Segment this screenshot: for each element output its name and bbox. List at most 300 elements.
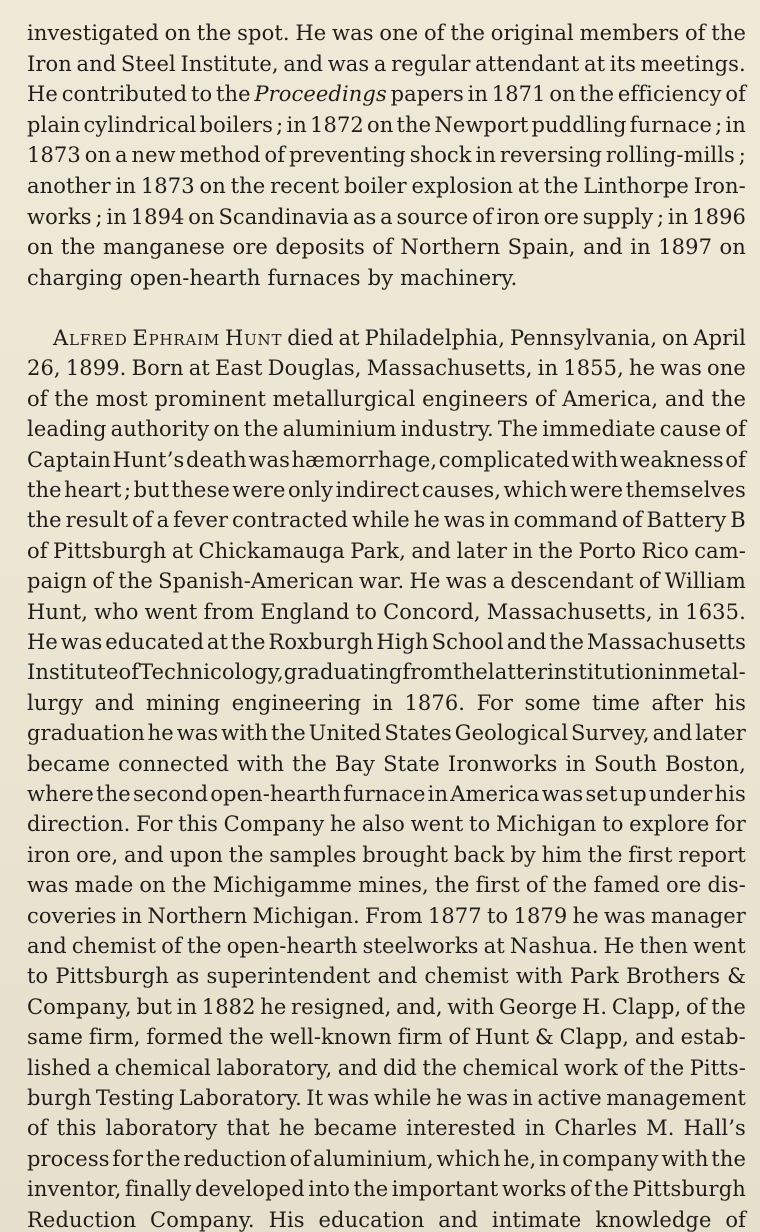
word: Pittsburgh xyxy=(53,538,167,563)
word: the xyxy=(271,721,306,746)
word: he xyxy=(413,508,440,533)
word: the xyxy=(422,1055,458,1080)
word: institution xyxy=(547,660,658,685)
word: William xyxy=(664,569,746,594)
word: which xyxy=(436,1146,501,1171)
word: State xyxy=(383,751,440,776)
word: were xyxy=(232,478,286,502)
word: Chickamauga xyxy=(198,538,345,563)
word: descendant xyxy=(510,569,634,594)
word: Testing xyxy=(95,1086,175,1110)
word: formed xyxy=(146,1025,224,1050)
word: on xyxy=(188,204,215,229)
word: of xyxy=(638,569,660,594)
word: Pennsylvania, xyxy=(509,326,658,350)
text-line xyxy=(27,170,746,202)
word: a xyxy=(96,1055,110,1080)
word: 1855, xyxy=(563,356,624,381)
word: of xyxy=(621,508,643,533)
word: Rico xyxy=(641,538,689,563)
word: papers xyxy=(390,82,464,107)
word: H. xyxy=(581,994,608,1019)
word: cam- xyxy=(694,538,746,563)
word: latter xyxy=(487,660,548,685)
word: company xyxy=(562,1146,659,1171)
word: in xyxy=(565,751,586,776)
word: died xyxy=(287,326,334,350)
word: on xyxy=(199,174,226,198)
word: lurgy xyxy=(27,690,84,715)
word: in xyxy=(121,903,143,928)
word: at xyxy=(171,538,194,563)
word: graduating xyxy=(283,660,403,685)
word: the xyxy=(145,1146,181,1171)
word: Brothers xyxy=(625,964,721,989)
word: Spanish-American xyxy=(158,569,354,594)
word: explosion xyxy=(411,174,514,198)
word: Ironworks xyxy=(447,751,558,776)
word: method xyxy=(179,143,261,168)
word: famed xyxy=(593,873,660,898)
word: mines, xyxy=(358,873,429,898)
word: He xyxy=(27,630,58,654)
word: he xyxy=(147,721,174,746)
word: Northern xyxy=(400,235,501,260)
word: result xyxy=(65,508,129,533)
word: Battery xyxy=(646,508,727,533)
word: in xyxy=(372,690,393,715)
word: also xyxy=(361,812,405,837)
word: Pitts- xyxy=(689,1055,746,1080)
word: of xyxy=(161,934,182,958)
word: of xyxy=(725,1207,746,1232)
word: went xyxy=(410,812,464,837)
word: a xyxy=(114,143,128,168)
word: the xyxy=(243,417,279,442)
word: the xyxy=(579,82,615,107)
word: Spain, xyxy=(507,235,576,260)
text-line xyxy=(27,413,746,445)
word: educated xyxy=(105,630,205,654)
word: in xyxy=(657,660,679,685)
word: the xyxy=(434,873,470,898)
word: of xyxy=(623,1055,645,1080)
text-line xyxy=(27,383,746,415)
word: Michigan xyxy=(496,812,597,837)
word: Born xyxy=(131,356,184,381)
word: first xyxy=(475,873,520,898)
word: authority xyxy=(110,417,210,442)
word: with xyxy=(515,964,563,989)
word: furnace xyxy=(343,782,426,806)
word: to xyxy=(190,82,213,107)
text-line xyxy=(27,900,746,932)
word: plain xyxy=(27,112,81,137)
word: explore xyxy=(629,812,710,837)
word: Linthorpe xyxy=(583,174,689,198)
word: Institute, xyxy=(180,51,279,76)
word: Douglas, xyxy=(267,356,362,381)
word: Hunt xyxy=(224,326,283,350)
word: Laboratory. xyxy=(178,1086,302,1110)
word: Massachusetts, xyxy=(486,599,653,624)
word: boilers xyxy=(199,112,274,137)
word: immediate xyxy=(542,417,656,442)
text-line xyxy=(27,474,746,506)
text-line xyxy=(27,656,746,688)
word: From xyxy=(365,903,423,928)
word: Bay xyxy=(334,751,376,776)
word: fever xyxy=(173,508,229,533)
word: 26, xyxy=(27,356,61,381)
word: command xyxy=(513,508,619,533)
word: reversing xyxy=(499,143,602,168)
word: the xyxy=(228,842,264,867)
word: 1899. xyxy=(65,356,127,381)
word: the xyxy=(292,751,327,776)
word: of xyxy=(27,1116,48,1141)
word: after xyxy=(651,690,704,715)
word: and xyxy=(583,235,623,260)
word: while xyxy=(351,508,410,533)
word: cylindrical xyxy=(83,112,197,137)
word: metal- xyxy=(678,660,746,685)
word: in xyxy=(512,1086,534,1110)
text-line xyxy=(27,869,746,901)
word: was xyxy=(248,447,290,472)
word: Massachusetts, xyxy=(366,356,533,381)
text-line xyxy=(27,1052,746,1084)
word: went xyxy=(693,934,746,958)
word: same xyxy=(27,1025,84,1050)
word: cause xyxy=(659,417,722,442)
word: the xyxy=(215,82,251,107)
word: George xyxy=(498,994,578,1019)
word: where xyxy=(27,782,94,806)
word: chemical xyxy=(114,1055,211,1080)
text-line xyxy=(27,352,746,384)
word: M. xyxy=(646,1116,675,1141)
word: efficiency xyxy=(617,82,722,107)
word: at xyxy=(583,51,606,76)
word: paign xyxy=(27,569,88,594)
word: laboratory, xyxy=(216,1055,333,1080)
word: source xyxy=(396,204,469,229)
word: by xyxy=(510,842,536,867)
text-line xyxy=(27,1143,746,1175)
word: superintendent xyxy=(206,964,371,989)
word: this xyxy=(178,812,218,837)
word: was xyxy=(176,721,219,746)
word: in xyxy=(106,204,127,229)
word: boiler xyxy=(344,174,407,198)
word: indirect xyxy=(335,478,420,502)
word: into xyxy=(308,1177,351,1202)
word: Northern xyxy=(147,903,248,928)
word: in xyxy=(524,1116,546,1141)
word: was xyxy=(445,569,488,594)
text-line xyxy=(27,48,746,80)
word: engineers xyxy=(422,386,529,411)
word: on xyxy=(164,21,192,45)
word: furnace xyxy=(629,112,712,137)
word: Park xyxy=(570,964,619,989)
word: in xyxy=(537,356,559,381)
word: contributed xyxy=(61,82,188,107)
text-line xyxy=(27,748,746,780)
word: the xyxy=(230,630,266,654)
word: and xyxy=(94,690,135,715)
word: open-hearth xyxy=(210,782,342,806)
word: the xyxy=(353,1177,389,1202)
text-line xyxy=(27,444,746,476)
word: of xyxy=(289,1146,311,1171)
word: metallurgical xyxy=(272,386,416,411)
word: America xyxy=(450,782,540,806)
word: It xyxy=(306,1086,324,1110)
word: the xyxy=(27,508,62,533)
word: in xyxy=(467,82,489,107)
word: For xyxy=(476,690,513,715)
word: and xyxy=(634,1025,675,1050)
word: on xyxy=(139,873,166,898)
word: who xyxy=(94,599,139,624)
word: was xyxy=(332,21,374,45)
word: a xyxy=(373,51,387,76)
word: ore xyxy=(666,873,702,898)
word: Reduction xyxy=(27,1207,137,1232)
text-line xyxy=(27,960,746,992)
text-line xyxy=(27,1173,746,1205)
word: and xyxy=(377,964,418,989)
text-line xyxy=(27,687,746,719)
word: in xyxy=(475,143,496,168)
word: 1897 xyxy=(658,235,713,260)
word: firm xyxy=(397,1025,443,1050)
word: the xyxy=(549,630,585,654)
word: chemist xyxy=(71,934,157,958)
word: on xyxy=(213,417,240,442)
word: on xyxy=(84,143,112,168)
word: war. xyxy=(359,569,405,594)
word: to xyxy=(469,812,491,837)
word: was xyxy=(604,903,646,928)
word: Clapp, xyxy=(611,994,682,1019)
word: of xyxy=(27,386,48,411)
word: became xyxy=(27,751,111,776)
word: of xyxy=(534,386,556,411)
word: members xyxy=(579,21,680,45)
text-line xyxy=(27,231,746,263)
word: first xyxy=(628,842,673,867)
word: by xyxy=(367,265,394,290)
word: Michigan. xyxy=(252,903,360,928)
word: manager xyxy=(650,903,746,928)
word: of xyxy=(725,447,746,472)
word: 1873 xyxy=(140,174,195,198)
word: works xyxy=(501,1177,567,1202)
word: to xyxy=(602,812,624,837)
word: chemical xyxy=(462,1055,559,1080)
word: went xyxy=(144,599,198,624)
word: later xyxy=(695,721,746,746)
word: East xyxy=(215,356,263,381)
word: finally xyxy=(124,1177,192,1202)
word: open-hearth xyxy=(226,934,358,958)
word: manganese xyxy=(103,235,225,260)
word: Iron xyxy=(27,51,72,76)
word: education xyxy=(318,1207,425,1232)
word: in xyxy=(115,174,137,198)
word: connected xyxy=(118,751,229,776)
word: of xyxy=(264,143,286,168)
word: mining xyxy=(145,690,221,715)
word: he xyxy=(629,356,656,381)
word: one xyxy=(706,356,746,381)
text-line xyxy=(27,808,746,840)
word: the xyxy=(711,994,746,1019)
word: & xyxy=(727,964,746,989)
text-line xyxy=(27,17,746,49)
word: recent xyxy=(270,174,340,198)
word: important xyxy=(391,1177,499,1202)
word: he xyxy=(278,1116,305,1141)
text-line xyxy=(27,262,746,294)
text-line xyxy=(27,626,746,658)
word: heart xyxy=(64,478,122,502)
word: but xyxy=(133,478,170,502)
word: knowledge xyxy=(595,1207,712,1232)
word: of xyxy=(448,1025,470,1050)
word: For xyxy=(136,812,173,837)
word: His xyxy=(268,1207,305,1232)
word: in xyxy=(512,538,534,563)
word: another xyxy=(27,174,111,198)
word: at xyxy=(517,174,540,198)
text-line xyxy=(27,1082,746,1114)
word: set xyxy=(585,782,618,806)
word: deposits xyxy=(275,235,365,260)
word: the xyxy=(594,1177,629,1202)
word: of xyxy=(92,569,113,594)
word: was xyxy=(327,1086,370,1110)
word: of xyxy=(684,21,706,45)
word: with xyxy=(237,751,285,776)
word: at xyxy=(206,630,229,654)
word: of xyxy=(27,538,48,563)
word: to xyxy=(27,964,49,989)
word: the xyxy=(396,112,432,137)
word: interested xyxy=(406,1116,516,1141)
word: contracted xyxy=(232,508,349,533)
text-line xyxy=(27,839,746,871)
word: was xyxy=(443,508,486,533)
word: complicated xyxy=(438,447,570,472)
word: as xyxy=(175,964,200,989)
word: the xyxy=(453,660,488,685)
word: 1635. xyxy=(685,599,746,624)
word: preventing xyxy=(288,143,406,168)
word: became xyxy=(314,1116,398,1141)
word: at xyxy=(188,356,210,381)
text-line xyxy=(27,109,746,141)
word: ore, xyxy=(76,842,119,867)
word: made xyxy=(74,873,134,898)
word: ; xyxy=(738,143,746,168)
word: but xyxy=(136,994,173,1019)
word: in xyxy=(539,1146,560,1171)
word: were xyxy=(569,478,624,502)
word: his xyxy=(714,690,746,715)
word: shock xyxy=(409,143,472,168)
word: The xyxy=(497,417,539,442)
word: the xyxy=(450,21,486,45)
text-line xyxy=(27,778,746,810)
word: from xyxy=(402,660,454,685)
word: original xyxy=(490,21,574,45)
word: reduction xyxy=(183,1146,287,1171)
word: Porto xyxy=(578,538,637,563)
word: he xyxy=(572,903,599,928)
word: He xyxy=(409,569,441,594)
word: and xyxy=(411,538,452,563)
text-line xyxy=(27,717,746,749)
word: Concord, xyxy=(383,599,481,624)
text-line xyxy=(27,596,746,628)
word: States xyxy=(384,721,452,746)
word: investigated xyxy=(27,21,159,45)
word: up xyxy=(619,782,647,806)
word: 1894 xyxy=(130,204,185,229)
word: and xyxy=(652,721,693,746)
word: He xyxy=(603,934,635,958)
word: of xyxy=(118,660,140,685)
word: estab- xyxy=(680,1025,746,1050)
word: for xyxy=(112,1146,144,1171)
word: he xyxy=(330,812,357,837)
word: Hunt, xyxy=(27,599,88,624)
word: to xyxy=(486,903,509,928)
text-line xyxy=(27,565,746,597)
word: in xyxy=(630,235,651,260)
word: aluminium, xyxy=(313,1146,434,1171)
word: Alfred xyxy=(53,326,128,350)
word: which xyxy=(503,478,568,502)
word: iron xyxy=(27,842,71,867)
word: a xyxy=(492,569,506,594)
word: the xyxy=(230,174,266,198)
word: with xyxy=(447,994,495,1019)
word: of xyxy=(725,82,746,107)
word: only xyxy=(287,478,334,502)
word: Company, xyxy=(27,994,132,1019)
word: Company. xyxy=(150,1207,255,1232)
word: firm, xyxy=(88,1025,141,1050)
word: on xyxy=(27,235,54,260)
word: America, xyxy=(562,386,659,411)
word: coveries xyxy=(27,903,117,928)
word: intimate xyxy=(491,1207,582,1232)
word: his xyxy=(714,782,746,806)
word: later xyxy=(456,538,508,563)
word: and xyxy=(27,934,67,958)
text-line xyxy=(27,1204,746,1232)
word: in xyxy=(489,508,510,533)
word: its xyxy=(609,51,636,76)
word: the xyxy=(96,782,131,806)
word: and xyxy=(76,51,117,76)
text-line xyxy=(27,139,746,171)
